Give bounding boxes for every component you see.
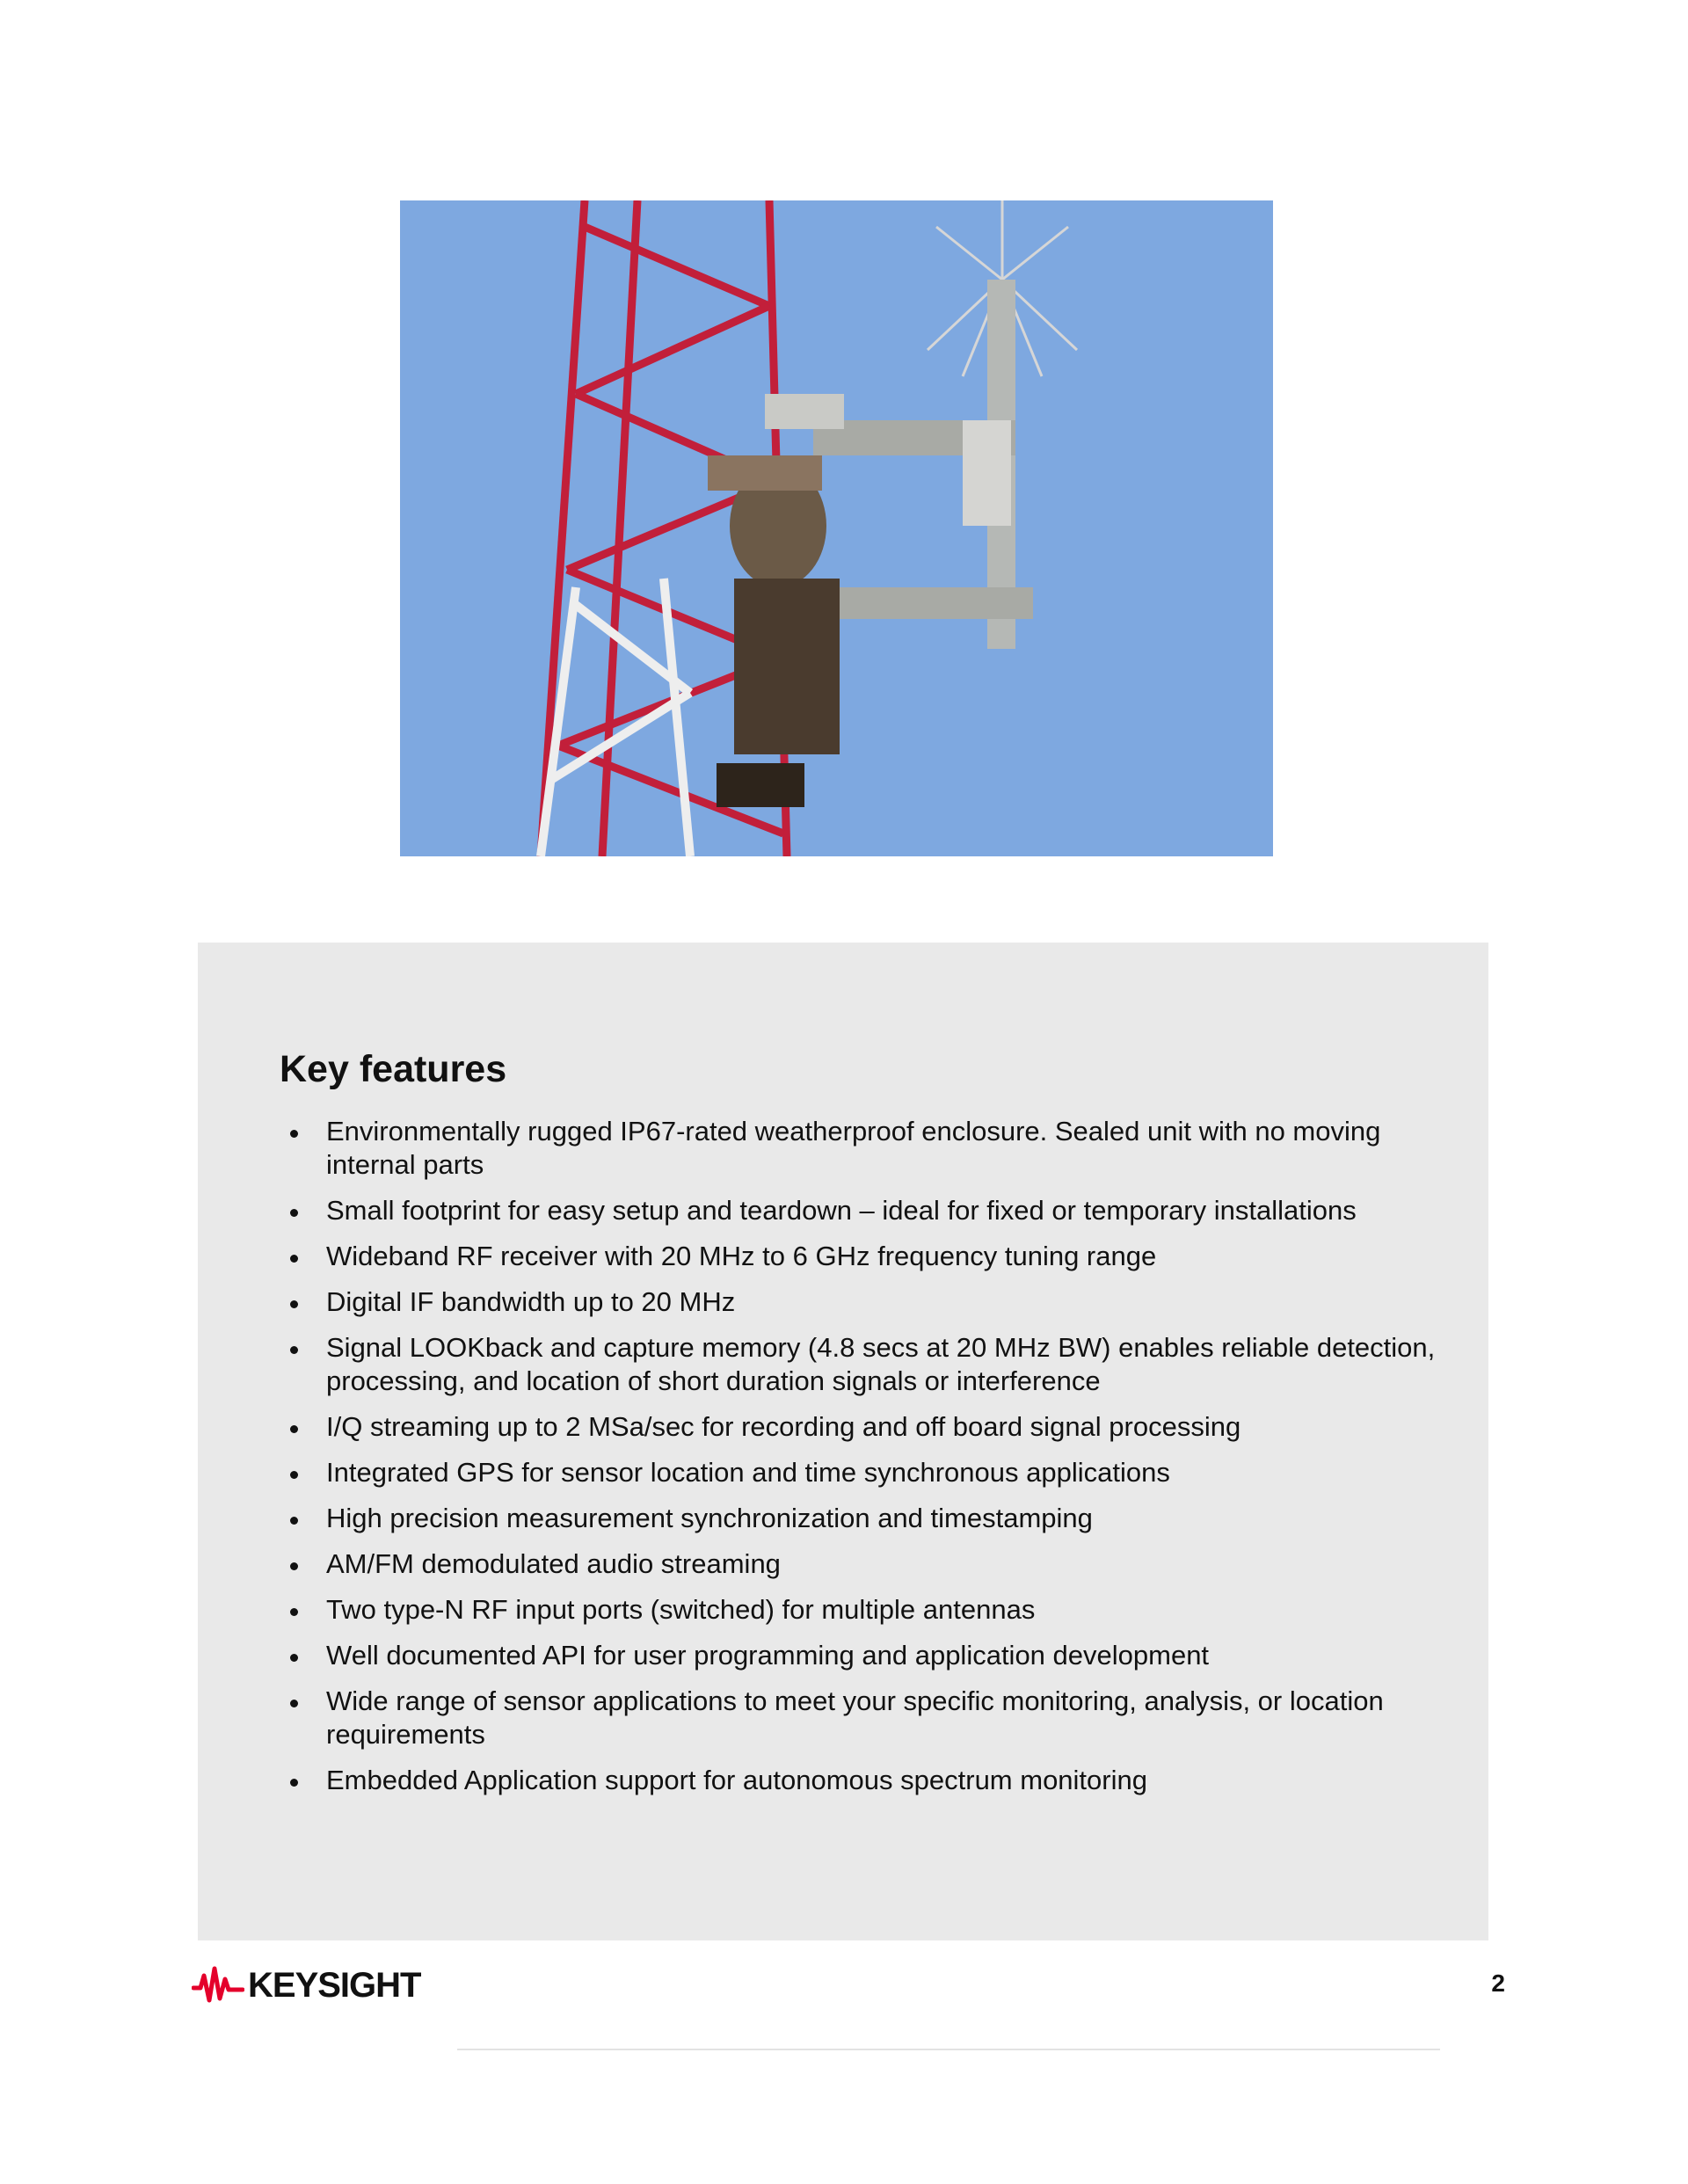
bullet-icon [290,1517,298,1525]
list-item: Wide range of sensor applications to meet your specific monitoring, analysis, or location requirements [280,1685,1440,1751]
list-item: Embedded Application support for autonomous spectrum monitoring [280,1764,1440,1797]
bullet-icon [290,1130,298,1138]
list-item: Small footprint for easy setup and teardown – ideal for fixed or temporary installations [280,1194,1440,1227]
keysight-logo [192,1959,420,2012]
list-item: High precision measurement synchronization and timestamping [280,1502,1440,1535]
keysight-wave-icon [192,1963,244,2007]
bullet-icon [290,1700,298,1707]
footer-divider [457,2049,1440,2050]
bullet-icon [290,1209,298,1217]
bullet-icon [290,1562,298,1570]
list-item: Digital IF bandwidth up to 20 MHz [280,1285,1440,1319]
bullet-icon [290,1255,298,1263]
list-item: Wideband RF receiver with 20 MHz to 6 GHz frequency tuning range [280,1240,1440,1273]
bullet-icon [290,1654,298,1662]
bullet-icon [290,1779,298,1787]
bullet-icon [290,1346,298,1354]
brand-name: KEYSIGHT [248,1965,421,2005]
key-features-panel [198,943,1488,1940]
key-features-title: Key features [280,1048,507,1090]
list-item: Well documented API for user programming and application development [280,1639,1440,1672]
bullet-icon [290,1425,298,1433]
list-item: I/Q streaming up to 2 MSa/sec for recording and off board signal processing [280,1410,1440,1444]
bullet-icon [290,1471,298,1479]
list-item: Integrated GPS for sensor location and time synchronous applications [280,1456,1440,1489]
list-item: Environmentally rugged IP67-rated weatherproof enclosure. Sealed unit with no moving internal parts [280,1115,1440,1182]
list-item: Two type-N RF input ports (switched) for multiple antennas [280,1593,1440,1627]
antenna-tower-photo [400,200,1273,856]
page-number: 2 [1491,1969,1505,1997]
bullet-icon [290,1608,298,1616]
bullet-icon [290,1300,298,1308]
key-features-list [280,1115,1440,1809]
list-item: AM/FM demodulated audio streaming [280,1547,1440,1581]
list-item: Signal LOOKback and capture memory (4.8 secs at 20 MHz BW) enables reliable detection, processing, and location of short duration signals or interference [280,1331,1440,1398]
